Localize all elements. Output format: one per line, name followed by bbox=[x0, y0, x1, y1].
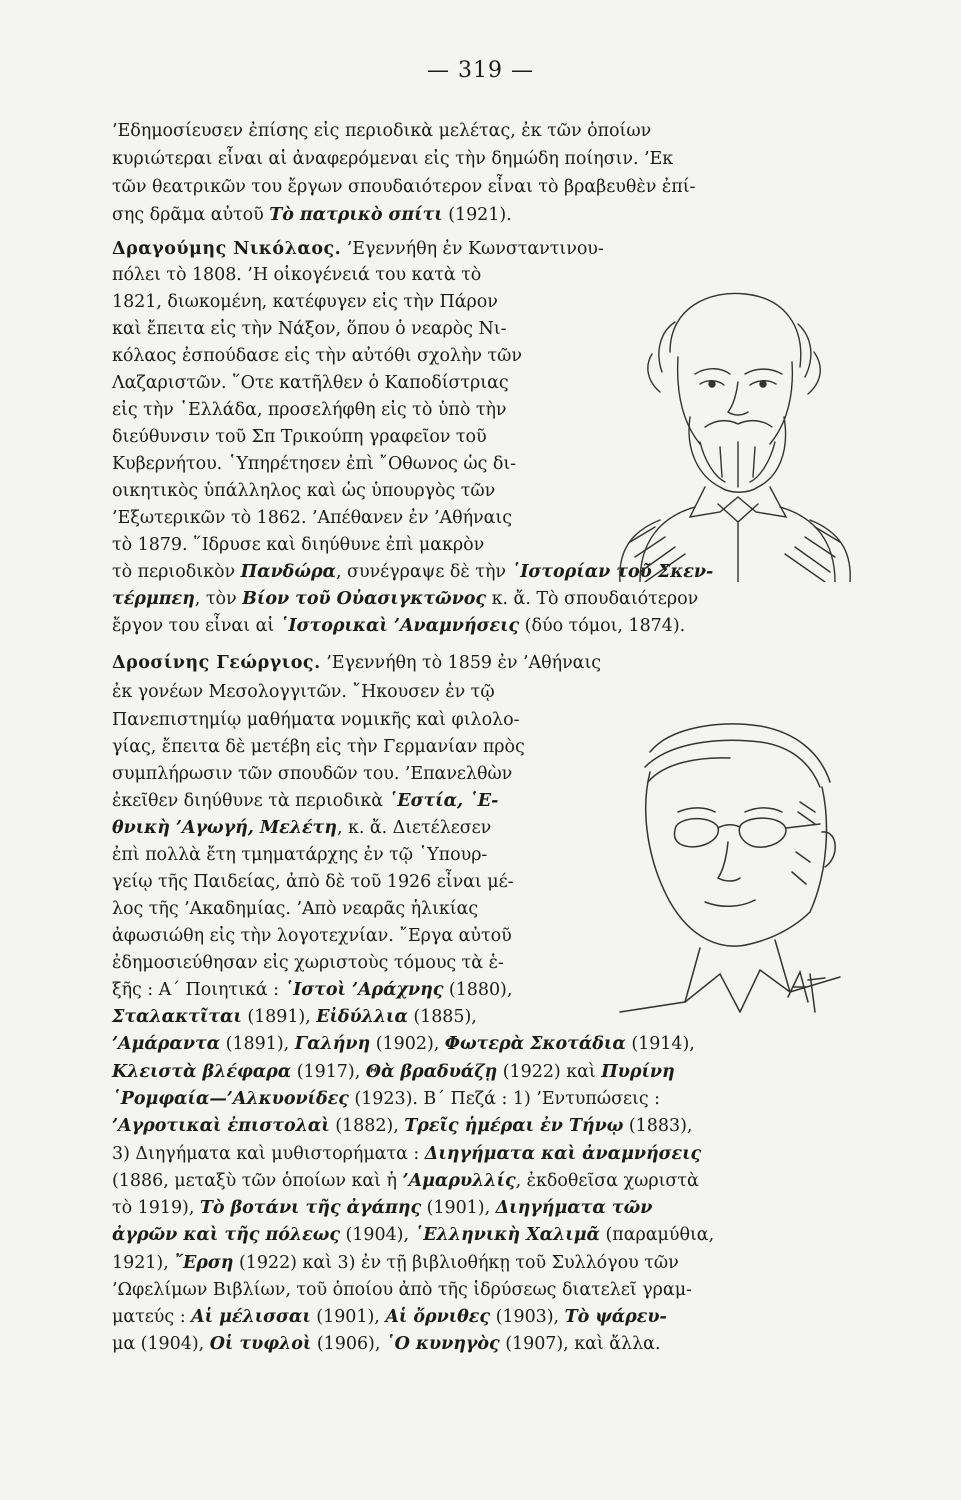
text-segment: (1885), bbox=[407, 1007, 477, 1027]
text-segment: κ. ἄ. Τὸ σπουδαιότερον bbox=[486, 589, 699, 609]
text-line bbox=[112, 817, 592, 839]
text-line bbox=[112, 1279, 842, 1301]
text-segment: σης δρᾶμα αὐτοῦ bbox=[112, 205, 270, 225]
text-segment: λος τῆς ’Ακαδημίας. ’Απὸ νεαρᾶς ἡλικίας bbox=[112, 899, 479, 919]
text-line bbox=[112, 204, 842, 226]
text-segment: , συνέγραψε δὲ τὴν bbox=[336, 562, 512, 582]
text-segment: (1906), bbox=[311, 1334, 386, 1354]
text-line bbox=[112, 238, 842, 260]
work-title: Θὰ βραδυάζῃ bbox=[365, 1062, 498, 1082]
text-line bbox=[112, 709, 592, 731]
work-title: ’Αμάραντα bbox=[112, 1034, 221, 1054]
work-title: ’Αγροτικαὶ ἐπιστολαὶ bbox=[112, 1116, 330, 1136]
text-segment: ’Εγεννήθη τὸ 1859 ἐν ’Αθήναις bbox=[320, 653, 602, 673]
text-segment: ἀφωσιώθη εἰς τὴν λογοτεχνίαν. ῎Εργα αὐτοῦ bbox=[112, 926, 512, 946]
text-line bbox=[112, 1170, 842, 1192]
text-segment: εἰς τὴν ῾Ελλάδα, προσελήφθη εἰς τὸ ὑπὸ τὴν bbox=[112, 400, 507, 420]
text-segment: ἐδημοσιεύθησαν εἰς χωριστοὺς τόμους τὰ ἑ- bbox=[112, 953, 504, 973]
work-title: ῾Ιστορικαὶ ’Αναμνήσεις bbox=[279, 616, 520, 636]
text-segment: πόλει τὸ 1808. ’Η οἰκογένειά του κατὰ τὸ bbox=[112, 265, 482, 285]
page-number: — 319 — bbox=[427, 58, 534, 83]
text-segment: γίας, ἔπειτα δὲ μετέβη εἰς τὴν Γερμανίαν πρὸς bbox=[112, 737, 525, 757]
text-segment: γείῳ τῆς Παιδείας, ἀπὸ δὲ τοῦ 1926 εἶναι μέ- bbox=[112, 872, 514, 892]
work-title: Φωτερὰ Σκοτάδια bbox=[444, 1034, 626, 1054]
text-segment: τὸ 1919), bbox=[112, 1198, 200, 1218]
work-title: ῾Ιστορίαν τοῦ Σκεν- bbox=[511, 562, 714, 582]
work-title: Οἱ τυφλοὶ bbox=[209, 1334, 312, 1354]
text-segment: 1921), bbox=[112, 1253, 175, 1273]
text-segment: , τὸν bbox=[194, 589, 243, 609]
text-line bbox=[112, 264, 592, 286]
work-title: Πανδώρα bbox=[240, 562, 336, 582]
text-line bbox=[112, 844, 592, 866]
text-segment: (1901), bbox=[310, 1307, 386, 1327]
text-line bbox=[112, 1306, 842, 1328]
work-title: Βίον τοῦ Οὐασιγκτῶνος bbox=[242, 589, 487, 609]
work-title: Γαλήνη bbox=[294, 1034, 371, 1054]
text-segment: (1891), bbox=[220, 1034, 295, 1054]
text-segment: , κ. ἄ. Διετέλεσεν bbox=[336, 818, 492, 838]
work-title: ἀγρῶν καὶ τῆς πόλεως bbox=[112, 1225, 340, 1245]
text-segment: ἐκ γονέων Μεσολογγιτῶν. ῎Ηκουσεν ἐν τῷ bbox=[112, 682, 495, 702]
text-segment: ’Εγεννήθη ἐν Κωνσταντινου- bbox=[341, 239, 604, 259]
text-line bbox=[112, 318, 592, 340]
text-segment: ’Εδημοσίευσεν ἐπίσης εἰς περιοδικὰ μελέτας, ἐκ τῶν ὁποίων bbox=[112, 121, 652, 141]
text-segment: ἐκεῖθεν διηύθυνε τὰ περιοδικὰ bbox=[112, 791, 389, 811]
work-title: θνικὴ ’Αγωγή, Μελέτη bbox=[112, 818, 337, 838]
work-title: ῾Ιστοὶ ’Αράχνης bbox=[284, 980, 444, 1000]
work-title: Αἱ ὄρνιθες bbox=[385, 1307, 491, 1327]
text-line bbox=[112, 736, 592, 758]
text-segment: (1882), bbox=[329, 1116, 405, 1136]
text-line bbox=[112, 615, 842, 637]
text-segment: 1821, διωκομένη, κατέφυγεν εἰς τὴν Πάρον bbox=[112, 292, 498, 312]
text-line bbox=[112, 1333, 842, 1355]
work-title: Πυρίνη bbox=[601, 1062, 675, 1082]
text-segment: οικητικὸς ὑπάλληλος καὶ ὡς ὑπουργὸς τῶν bbox=[112, 481, 496, 501]
work-title: Τὸ ψάρευ- bbox=[564, 1307, 667, 1327]
work-title: Τὸ πατρικὸ σπίτι bbox=[269, 205, 443, 225]
text-line bbox=[112, 871, 592, 893]
text-line bbox=[112, 1224, 842, 1246]
text-line bbox=[112, 453, 592, 475]
work-title: Εἰδύλλια bbox=[316, 1007, 408, 1027]
text-segment: ἔργον του εἶναι αἱ bbox=[112, 616, 280, 636]
text-segment: (1917), bbox=[291, 1062, 366, 1082]
text-segment: ματεύς : bbox=[112, 1307, 192, 1327]
text-segment: Κυβερνήτου. ῾Υπηρέτησεν ἐπὶ ῎Οθωνος ὡς δι- bbox=[112, 454, 517, 474]
text-segment: ’Ωφελίμων Βιβλίων, τοῦ ὁποίου ἀπὸ τῆς ἱδρύσεως διατελεῖ γραμ- bbox=[112, 1280, 692, 1300]
work-title: Αἱ μέλισσαι bbox=[191, 1307, 311, 1327]
text-segment: (1922) καὶ 3) ἐν τῇ βιβλιοθήκῃ τοῦ Συλλόγου τῶν bbox=[233, 1253, 679, 1273]
text-line bbox=[112, 1252, 842, 1274]
text-segment: ’Εξωτερικῶν τὸ 1862. ’Απέθανεν ἐν ’Αθήναις bbox=[112, 508, 512, 528]
text-line bbox=[112, 681, 592, 703]
text-segment: (1922) καὶ bbox=[497, 1062, 602, 1082]
text-segment: (δύο τόμοι, 1874). bbox=[519, 616, 686, 636]
work-title: ῾Ο κυνηγὸς bbox=[385, 1334, 500, 1354]
text-segment: κόλαος ἐσπούδασε εἰς τὴν αὐτόθι σχολὴν τῶν bbox=[112, 346, 522, 366]
text-line bbox=[112, 345, 592, 367]
text-line bbox=[112, 534, 592, 556]
text-segment: (1904), bbox=[339, 1225, 415, 1245]
text-segment: ἐπὶ πολλὰ ἔτη τμηματάρχης ἐν τῷ ῾Υπουρ- bbox=[112, 845, 488, 865]
text-segment: (1914), bbox=[625, 1034, 695, 1054]
work-title: Τὸ βοτάνι τῆς ἀγάπης bbox=[199, 1198, 422, 1218]
text-line bbox=[112, 588, 842, 610]
text-line bbox=[112, 652, 842, 674]
text-segment: ξῆς : Α΄ Ποιητικά : bbox=[112, 980, 285, 1000]
text-line bbox=[112, 120, 842, 142]
work-title: Διηγήματα τῶν bbox=[495, 1198, 653, 1218]
work-title: Διηγήματα καὶ ἀναμνήσεις bbox=[424, 1144, 702, 1164]
text-line bbox=[112, 291, 592, 313]
work-title: ’Αμαρυλλίς bbox=[402, 1171, 516, 1191]
text-line bbox=[112, 399, 592, 421]
text-segment: τὸ περιοδικὸν bbox=[112, 562, 241, 582]
work-title: Σταλακτῖται bbox=[112, 1007, 242, 1027]
text-line bbox=[112, 898, 592, 920]
text-line bbox=[112, 925, 592, 947]
text-segment: (1880), bbox=[443, 980, 513, 1000]
text-segment: (1901), bbox=[421, 1198, 496, 1218]
text-line bbox=[112, 1006, 592, 1028]
text-line bbox=[112, 372, 592, 394]
text-line bbox=[112, 1088, 842, 1110]
text-line bbox=[112, 148, 842, 170]
text-line bbox=[112, 176, 842, 198]
work-title: ῾Εστία, ῾Ε- bbox=[388, 791, 499, 811]
text-segment: (1883), bbox=[623, 1116, 693, 1136]
text-line bbox=[112, 1115, 842, 1137]
work-title: Τρεῖς ἡμέραι ἐν Τήνῳ bbox=[404, 1116, 624, 1136]
text-line bbox=[112, 952, 592, 974]
text-segment: τὸ 1879. ῞Ιδρυσε καὶ διηύθυνε ἐπὶ μακρὸν bbox=[112, 535, 485, 555]
text-segment: (1921). bbox=[442, 205, 512, 225]
text-segment: (1891), bbox=[241, 1007, 317, 1027]
work-title: Κλειστὰ βλέφαρα bbox=[112, 1062, 292, 1082]
text-line bbox=[112, 1143, 842, 1165]
text-segment: (1907), καὶ ἄλλα. bbox=[499, 1334, 661, 1354]
text-segment: Πανεπιστημίῳ μαθήματα νομικῆς καὶ φιλολο- bbox=[112, 710, 520, 730]
text-line bbox=[112, 790, 592, 812]
text-line bbox=[112, 1197, 842, 1219]
text-line bbox=[112, 1033, 842, 1055]
text-segment: Λαζαριστῶν. ῞Οτε κατῆλθεν ὁ Καποδίστριας bbox=[112, 373, 509, 393]
text-segment: (1903), bbox=[490, 1307, 565, 1327]
text-segment: συμπλήρωσιν τῶν σπουδῶν του. ’Επανελθὼν bbox=[112, 764, 513, 784]
text-segment: μα (1904), bbox=[112, 1334, 210, 1354]
text-segment: (1886, μεταξὺ τῶν ὁποίων καὶ ἡ bbox=[112, 1171, 403, 1191]
work-title: τέρμπεη bbox=[112, 589, 195, 609]
text-line bbox=[112, 480, 592, 502]
text-segment: τῶν θεατρικῶν του ἔργων σπουδαιότερον εἶναι τὸ βραβευθὲν ἐπί- bbox=[112, 177, 696, 197]
work-title: ῾Ελληνικὴ Χαλιμᾶ bbox=[414, 1225, 600, 1245]
entry-heading: Δροσίνης Γεώργιος. bbox=[112, 653, 321, 673]
text-segment: κυριώτεραι εἶναι αἱ ἀναφερόμεναι εἰς τὴν δημώδη ποίησιν. ’Εκ bbox=[112, 149, 674, 169]
text-line bbox=[112, 1061, 842, 1083]
text-segment: (παραμύθια, bbox=[599, 1225, 715, 1245]
text-segment: 3) Διηγήματα καὶ μυθιστορήματα : bbox=[112, 1144, 425, 1164]
entry-heading: Δραγούμης Νικόλαος. bbox=[112, 239, 342, 259]
text-segment: (1923). Β΄ Πεζά : 1) ’Εντυπώσεις : bbox=[348, 1089, 661, 1109]
work-title: ῎Ερση bbox=[174, 1253, 234, 1273]
portrait-dragoumis bbox=[600, 282, 865, 582]
text-segment: καὶ ἔπειτα εἰς τὴν Νάξον, ὅπου ὁ νεαρὸς Νι- bbox=[112, 319, 507, 339]
text-line bbox=[112, 979, 592, 1001]
text-segment: , ἐκδοθεῖσα χωριστὰ bbox=[515, 1171, 699, 1191]
text-line bbox=[112, 426, 592, 448]
text-segment: (1902), bbox=[370, 1034, 445, 1054]
text-segment: διεύθυνσιν τοῦ Σπ Τρικούπη γραφεῖον τοῦ bbox=[112, 427, 487, 447]
text-line bbox=[112, 763, 592, 785]
text-line bbox=[112, 507, 592, 529]
work-title: ῾Ρομφαία—’Αλκυονίδες bbox=[112, 1089, 349, 1109]
portrait-drosinis bbox=[610, 712, 845, 1032]
